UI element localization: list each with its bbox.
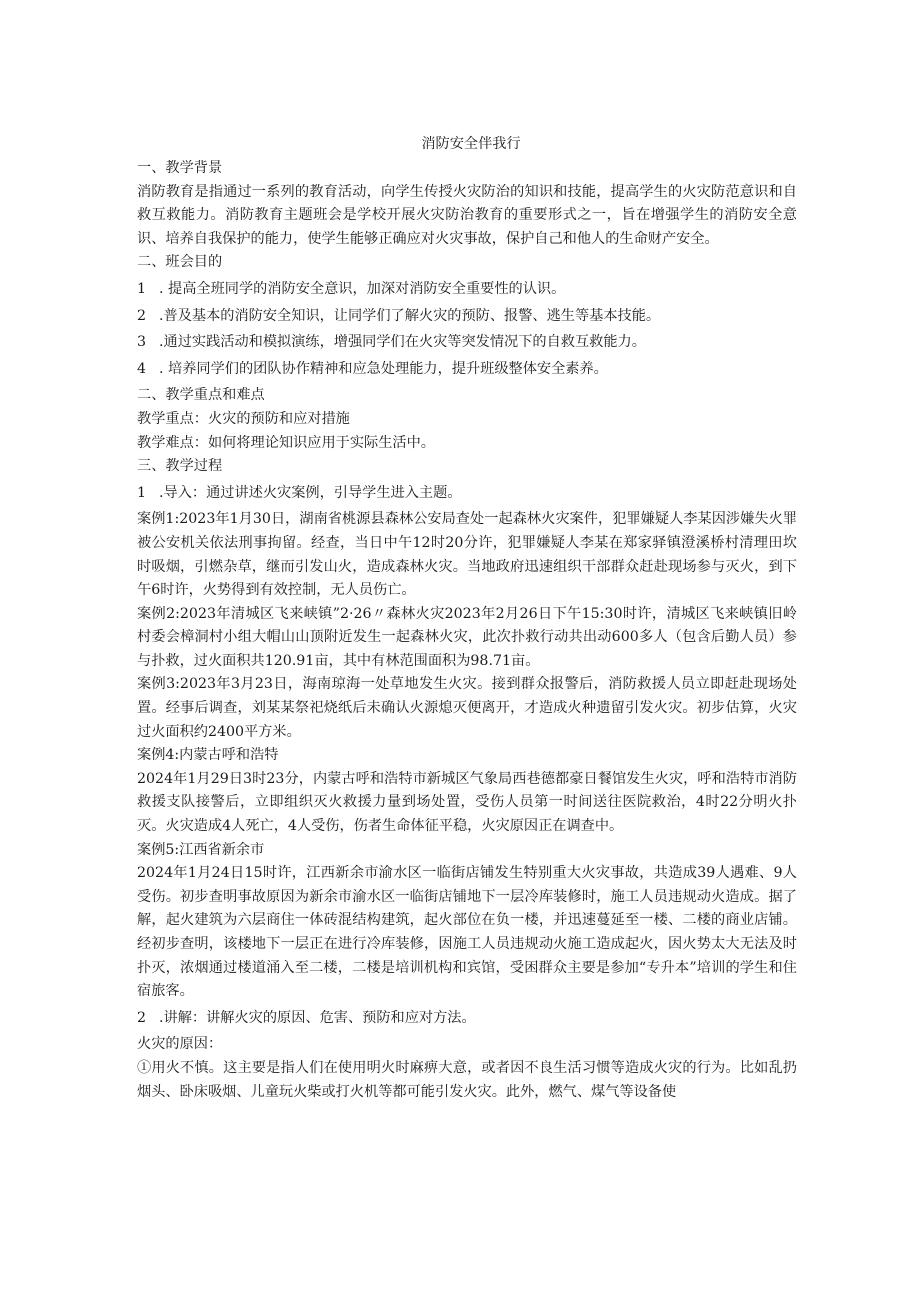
process-step-intro <box>137 482 797 506</box>
purpose-item-text: .普及基本的消防安全知识，让同学们了解火灾的预防、报警、逃生等基本技能。 <box>159 307 661 324</box>
purpose-item-number: 4 <box>137 360 147 377</box>
case-2-paragraph: 案例2:2023年清城区飞来峡镇”2·26〃森林火灾2023年2月26日下午15:30时许，清城区飞来峡镇旧岭村委会樟洞村小组大帽山山顶附近发生一起森林火灾，此次扑救行动共出动600多人（包含后勤人员）参与扑救，过火面积共120.91亩，其中有林范围面积为98.71亩。 <box>137 605 797 669</box>
case-4-title: 案例4:内蒙古呼和浩特 <box>137 747 279 764</box>
case-5-title: 案例5:江西省新余市 <box>137 841 265 858</box>
section-heading-purpose: 二、班会目的 <box>137 254 223 271</box>
teaching-difficulty: 教学难点：如何将理论知识应用于实际生活中。 <box>137 434 435 451</box>
process-step-text: .导入：通过讲述火灾案例，引导学生进入主题。 <box>159 484 462 501</box>
fire-causes-heading: 火灾的原因： <box>137 1036 223 1053</box>
teaching-key-point: 教学重点：火灾的预防和应对措施 <box>137 410 350 427</box>
section-heading-key-points: 二、教学重点和难点 <box>137 387 265 404</box>
fire-cause-1-paragraph: ①用火不慎。这主要是指人们在使用明火时麻痹大意，或者因不良生活习惯等造成火灾的行为。比如乱扔烟头、卧床吸烟、儿童玩火柴或打火机等都可能引发火灾。此外，燃气、煤气等设备使 <box>137 1059 797 1100</box>
process-step-text: .讲解：讲解火灾的原因、危害、预防和应对方法。 <box>159 1009 476 1026</box>
purpose-item <box>137 358 797 382</box>
process-step-number: 1 <box>137 484 147 501</box>
document-page <box>137 133 797 1104</box>
purpose-item <box>137 278 797 302</box>
document-title: 消防安全伴我行 <box>421 136 521 152</box>
background-paragraph: 消防教育是指通过一系列的教育活动，向学生传授火灾防治的知识和技能，提高学生的火灾防范意识和自救互救能力。消防教育主题班会是学校开展火灾防治教育的重要形式之一，旨在增强学生的消防安全意识、培养自我保护的能力，使学生能够正确应对火灾事故，保护自己和他人的生命财产安全。 <box>137 183 797 247</box>
case-3-paragraph: 案例3:2023年3月23日，海南琼海一处草地发生火灾。接到群众报警后，消防救援人员立即赶赴现场处置。经事后调查，刘某某祭祀烧纸后未确认火源熄灭便离开，才造成火种遗留引发火灾。初步估算，火灾过火面积约2400平方米。 <box>137 676 797 740</box>
process-step-explain <box>137 1007 797 1031</box>
process-step-number: 2 <box>137 1009 147 1026</box>
purpose-item-text: . 提高全班同学的消防安全意识，加深对消防安全重要性的认识。 <box>159 280 566 297</box>
purpose-item <box>137 331 797 355</box>
section-heading-process: 三、教学过程 <box>137 458 223 475</box>
purpose-item-number: 2 <box>137 307 147 324</box>
purpose-item-text: . 培养同学们的团队协作精神和应急处理能力，提升班级整体安全素养。 <box>159 360 608 377</box>
purpose-item <box>137 305 797 329</box>
case-1-paragraph: 案例1:2023年1月30日，湖南省桃源县森林公安局查处一起森林火灾案件，犯罪嫌疑人李某因涉嫌失火罪被公安机关依法刑事拘留。经查，当日中午12时20分许，犯罪嫌疑人李某在郑家驿镇澄溪桥村清理田坎时吸烟，引燃杂草，继而引发山火，造成森林火灾。当地政府迅速组织干部群众赶赴现场参与灭火，到下午6时许，火势得到有效控制，无人员伤亡。 <box>137 511 797 599</box>
purpose-item-text: .通过实践活动和模拟演练，增强同学们在火灾等突发情况下的自救互救能力。 <box>159 334 646 351</box>
case-5-paragraph: 2024年1月24日15时许，江西新余市渝水区一临街店铺发生特别重大火灾事故，共造成39人遇难、9人受伤。初步查明事故原因为新余市渝水区一临街店铺地下一层冷库装修时，施工人员违规动火造成。据了解，起火建筑为六层商住一体砖混结构建筑，起火部位在负一楼，并迅速蔓延至一楼、二楼的商业店铺。经初步查明，该楼地下一层正在进行冷库装修，因施工人员违规动火施工造成起火，因火势太大无法及时扑灭，浓烟通过楼道涌入至二楼，二楼是培训机构和宾馆，受困群众主要是参加“专升本”培训的学生和住宿旅客。 <box>137 865 797 1000</box>
section-heading-background: 一、教学背景 <box>137 160 223 176</box>
case-4-paragraph: 2024年1月29日3时23分，内蒙古呼和浩特市新城区气象局西巷德都豪日餐馆发生火灾，呼和浩特市消防救援支队接警后，立即组织灭火救援力量到场处置，受伤人员第一时间送往医院救治，4时22分明火扑灭。火灾造成4人死亡，4人受伤，伤者生命体征平稳，火灾原因正在调查中。 <box>137 770 797 835</box>
purpose-item-number: 3 <box>137 334 147 351</box>
purpose-item-number: 1 <box>137 280 147 297</box>
